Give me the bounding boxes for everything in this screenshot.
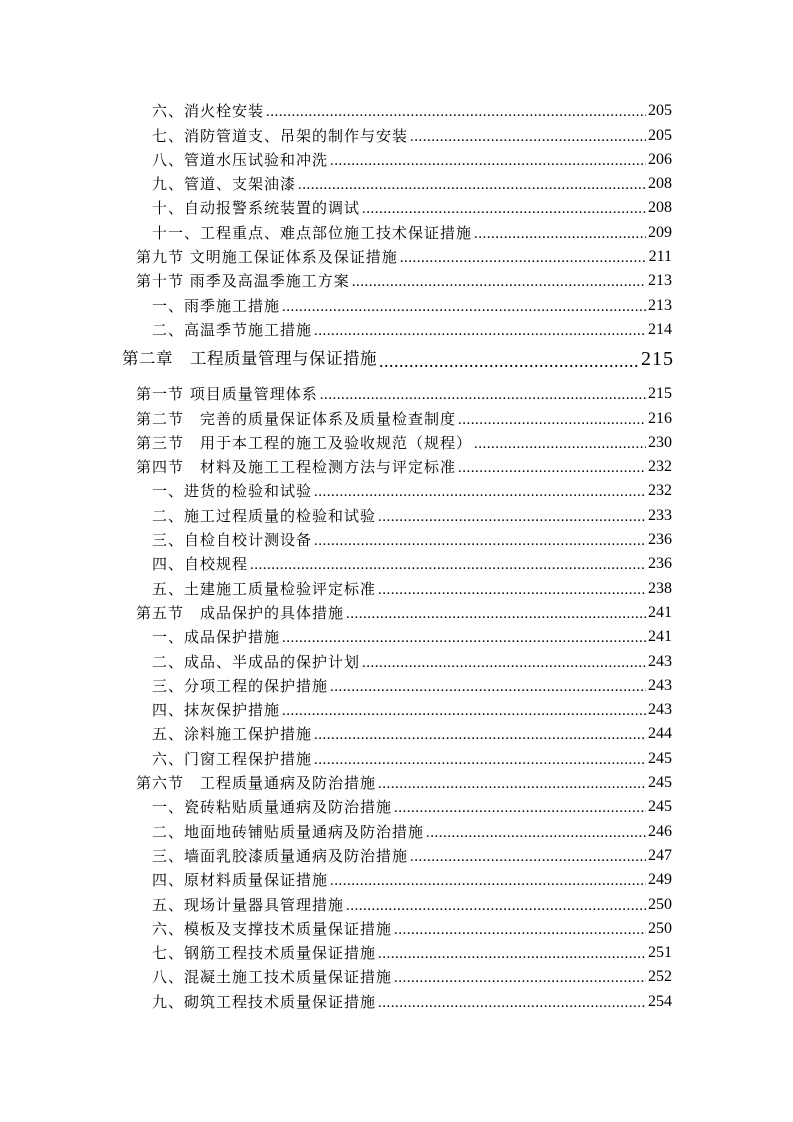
toc-page-number: 250 xyxy=(648,895,672,913)
toc-dot-leader xyxy=(410,129,646,145)
toc-page-number: 211 xyxy=(648,248,672,266)
toc-entry-title: 二、地面地砖铺贴质量通病及防治措施 xyxy=(152,822,425,841)
toc-entry-title: 一、雨季施工措施 xyxy=(152,296,281,315)
toc-chapter-entry xyxy=(122,339,674,379)
toc-page-number: 241 xyxy=(648,628,672,646)
toc-entry-title: 五、现场计量器具管理措施 xyxy=(152,895,345,914)
toc-item-entry xyxy=(152,217,672,241)
toc-dot-leader xyxy=(394,800,646,816)
toc-page-number: 214 xyxy=(648,320,672,338)
toc-item-entry xyxy=(152,986,672,1010)
toc-item-entry xyxy=(152,169,672,193)
toc-entry-title: 二、高温季节施工措施 xyxy=(152,320,313,339)
toc-page-number: 232 xyxy=(648,458,672,476)
toc-entry-title: 十、自动报警系统装置的调试 xyxy=(152,199,361,218)
toc-dot-leader xyxy=(378,946,646,962)
toc-section-entry xyxy=(136,452,672,476)
toc-entry-title: 六、消火栓安装 xyxy=(152,102,265,121)
toc-section-entry xyxy=(136,242,672,266)
toc-entry-title: 九、砌筑工程技术质量保证措施 xyxy=(152,992,377,1011)
toc-item-entry xyxy=(152,549,672,573)
toc-dot-leader xyxy=(378,509,646,525)
toc-entry-title: 二、施工过程质量的检验和试验 xyxy=(152,506,377,525)
toc-page-number: 238 xyxy=(648,579,672,597)
toc-item-entry xyxy=(152,315,672,339)
toc-item-entry xyxy=(152,500,672,524)
toc-item-entry xyxy=(152,816,672,840)
toc-entry-title: 一、瓷砖粘贴质量通病及防治措施 xyxy=(152,798,393,817)
toc-section-entry xyxy=(136,379,672,403)
toc-page-number: 208 xyxy=(648,199,672,217)
toc-dot-leader xyxy=(346,898,646,914)
toc-entry-title: 一、成品保护措施 xyxy=(152,628,281,647)
toc-page-number: 243 xyxy=(648,701,672,719)
toc-dot-leader xyxy=(362,201,646,217)
toc-item-entry xyxy=(152,646,672,670)
toc-dot-leader xyxy=(362,655,646,671)
toc-item-entry xyxy=(152,290,672,314)
toc-entry-title: 一、进货的检验和试验 xyxy=(152,482,313,501)
toc-item-entry xyxy=(152,671,672,695)
toc-item-entry xyxy=(152,914,672,938)
toc-page-number: 216 xyxy=(648,409,672,427)
toc-entry-title: 二、成品、半成品的保护计划 xyxy=(152,652,361,671)
toc-dot-leader xyxy=(314,484,646,500)
toc-dot-leader xyxy=(474,226,646,242)
toc-item-entry xyxy=(152,962,672,986)
toc-dot-leader xyxy=(314,323,646,339)
toc-item-entry xyxy=(152,525,672,549)
toc-dot-leader xyxy=(266,104,646,120)
toc-entry-title: 八、混凝土施工技术质量保证措施 xyxy=(152,968,393,987)
toc-dot-leader xyxy=(458,460,646,476)
toc-dot-leader xyxy=(458,412,646,428)
toc-item-entry xyxy=(152,193,672,217)
toc-item-entry xyxy=(152,476,672,500)
toc-dot-leader xyxy=(394,922,646,938)
toc-page-number: 236 xyxy=(648,531,672,549)
toc-entry-title: 七、消防管道支、吊架的制作与安装 xyxy=(152,126,409,145)
toc-entry-title: 第十节 雨季及高温季施工方案 xyxy=(136,272,350,291)
toc-dot-leader xyxy=(378,776,646,792)
toc-item-entry xyxy=(152,719,672,743)
toc-section-entry xyxy=(136,266,672,290)
toc-dot-leader xyxy=(410,849,646,865)
toc-entry-title: 六、模板及支撑技术质量保证措施 xyxy=(152,919,393,938)
toc-entry-title: 三、分项工程的保护措施 xyxy=(152,676,329,695)
toc-entry-title: 八、管道水压试验和冲洗 xyxy=(152,150,329,169)
toc-entry-title: 五、土建施工质量检验评定标准 xyxy=(152,579,377,598)
toc-page-number: 205 xyxy=(648,102,672,120)
toc-page-number: 254 xyxy=(648,992,672,1010)
toc-section-entry xyxy=(136,403,672,427)
toc-page-number: 245 xyxy=(648,774,672,792)
toc-entry-title: 十一、工程重点、难点部位施工技术保证措施 xyxy=(152,223,473,242)
toc-entry-title: 第三节 用于本工程的施工及验收规范（规程） xyxy=(136,433,473,452)
toc-dot-leader xyxy=(352,274,646,290)
toc-page-number: 215 xyxy=(648,385,672,403)
toc-dot-leader xyxy=(314,533,646,549)
toc-entry-title: 三、墙面乳胶漆质量通病及防治措施 xyxy=(152,846,409,865)
toc-item-entry xyxy=(152,841,672,865)
toc-page-number: 215 xyxy=(641,347,674,370)
toc-dot-leader xyxy=(330,679,646,695)
toc-page-number: 249 xyxy=(648,871,672,889)
toc-page-number: 209 xyxy=(648,223,672,241)
toc-item-entry xyxy=(152,145,672,169)
toc-entry-title: 第四节 材料及施工工程检测方法与评定标准 xyxy=(136,458,457,477)
toc-dot-leader xyxy=(282,703,646,719)
toc-item-entry xyxy=(152,96,672,120)
toc-page-number: 241 xyxy=(648,603,672,621)
toc-entry-title: 四、抹灰保护措施 xyxy=(152,701,281,720)
toc-page-number: 252 xyxy=(648,968,672,986)
toc-dot-leader xyxy=(250,557,646,573)
toc-entry-title: 六、门窗工程保护措施 xyxy=(152,749,313,768)
toc-entry-title: 五、涂料施工保护措施 xyxy=(152,725,313,744)
toc-item-entry xyxy=(152,695,672,719)
toc-page-number: 247 xyxy=(648,846,672,864)
toc-page-number: 233 xyxy=(648,506,672,524)
toc-entry-title: 七、钢筋工程技术质量保证措施 xyxy=(152,944,377,963)
table-of-contents xyxy=(0,96,793,1011)
toc-page-number: 230 xyxy=(648,433,672,451)
toc-item-entry xyxy=(152,938,672,962)
toc-dot-leader xyxy=(378,995,646,1011)
toc-item-entry xyxy=(152,865,672,889)
toc-entry-title: 第二章 工程质量管理与保证措施 xyxy=(122,348,377,368)
toc-item-entry xyxy=(152,573,672,597)
toc-entry-title: 九、管道、支架油漆 xyxy=(152,175,297,194)
toc-entry-title: 第一节 项目质量管理体系 xyxy=(136,385,318,404)
toc-item-entry xyxy=(152,120,672,144)
toc-section-entry xyxy=(136,768,672,792)
toc-dot-leader xyxy=(314,727,646,743)
toc-dot-leader xyxy=(426,825,646,841)
toc-item-entry xyxy=(152,889,672,913)
toc-dot-leader xyxy=(378,582,646,598)
toc-page-number: 208 xyxy=(648,175,672,193)
toc-page-number: 250 xyxy=(648,919,672,937)
toc-page-number: 245 xyxy=(648,798,672,816)
toc-page-number: 205 xyxy=(648,126,672,144)
toc-dot-leader xyxy=(379,347,639,371)
toc-page-number: 213 xyxy=(648,272,672,290)
toc-page-number: 213 xyxy=(648,296,672,314)
toc-entry-title: 四、原材料质量保证措施 xyxy=(152,871,329,890)
toc-dot-leader xyxy=(320,387,646,403)
toc-page-number: 244 xyxy=(648,725,672,743)
toc-item-entry xyxy=(152,622,672,646)
toc-dot-leader xyxy=(330,873,646,889)
toc-page-number: 246 xyxy=(648,822,672,840)
toc-page-number: 243 xyxy=(648,676,672,694)
toc-page-number: 236 xyxy=(648,555,672,573)
toc-page-number: 206 xyxy=(648,150,672,168)
toc-entry-title: 第二节 完善的质量保证体系及质量检查制度 xyxy=(136,409,457,428)
toc-item-entry xyxy=(152,743,672,767)
toc-dot-leader xyxy=(298,177,646,193)
toc-dot-leader xyxy=(474,436,646,452)
toc-entry-title: 三、自检自校计测设备 xyxy=(152,531,313,550)
toc-page-number: 245 xyxy=(648,749,672,767)
toc-page-number: 232 xyxy=(648,482,672,500)
toc-dot-leader xyxy=(282,630,646,646)
toc-entry-title: 第六节 工程质量通病及防治措施 xyxy=(136,774,377,793)
toc-dot-leader xyxy=(314,752,646,768)
toc-entry-title: 四、自校规程 xyxy=(152,555,249,574)
toc-dot-leader xyxy=(282,299,646,315)
toc-dot-leader xyxy=(400,250,647,266)
toc-dot-leader xyxy=(330,153,646,169)
toc-dot-leader xyxy=(394,970,646,986)
toc-section-entry xyxy=(136,598,672,622)
toc-section-entry xyxy=(136,428,672,452)
toc-entry-title: 第九节 文明施工保证体系及保证措施 xyxy=(136,248,398,267)
toc-entry-title: 第五节 成品保护的具体措施 xyxy=(136,603,345,622)
toc-dot-leader xyxy=(346,606,646,622)
toc-page-number: 243 xyxy=(648,652,672,670)
toc-page-number: 251 xyxy=(648,944,672,962)
toc-item-entry xyxy=(152,792,672,816)
